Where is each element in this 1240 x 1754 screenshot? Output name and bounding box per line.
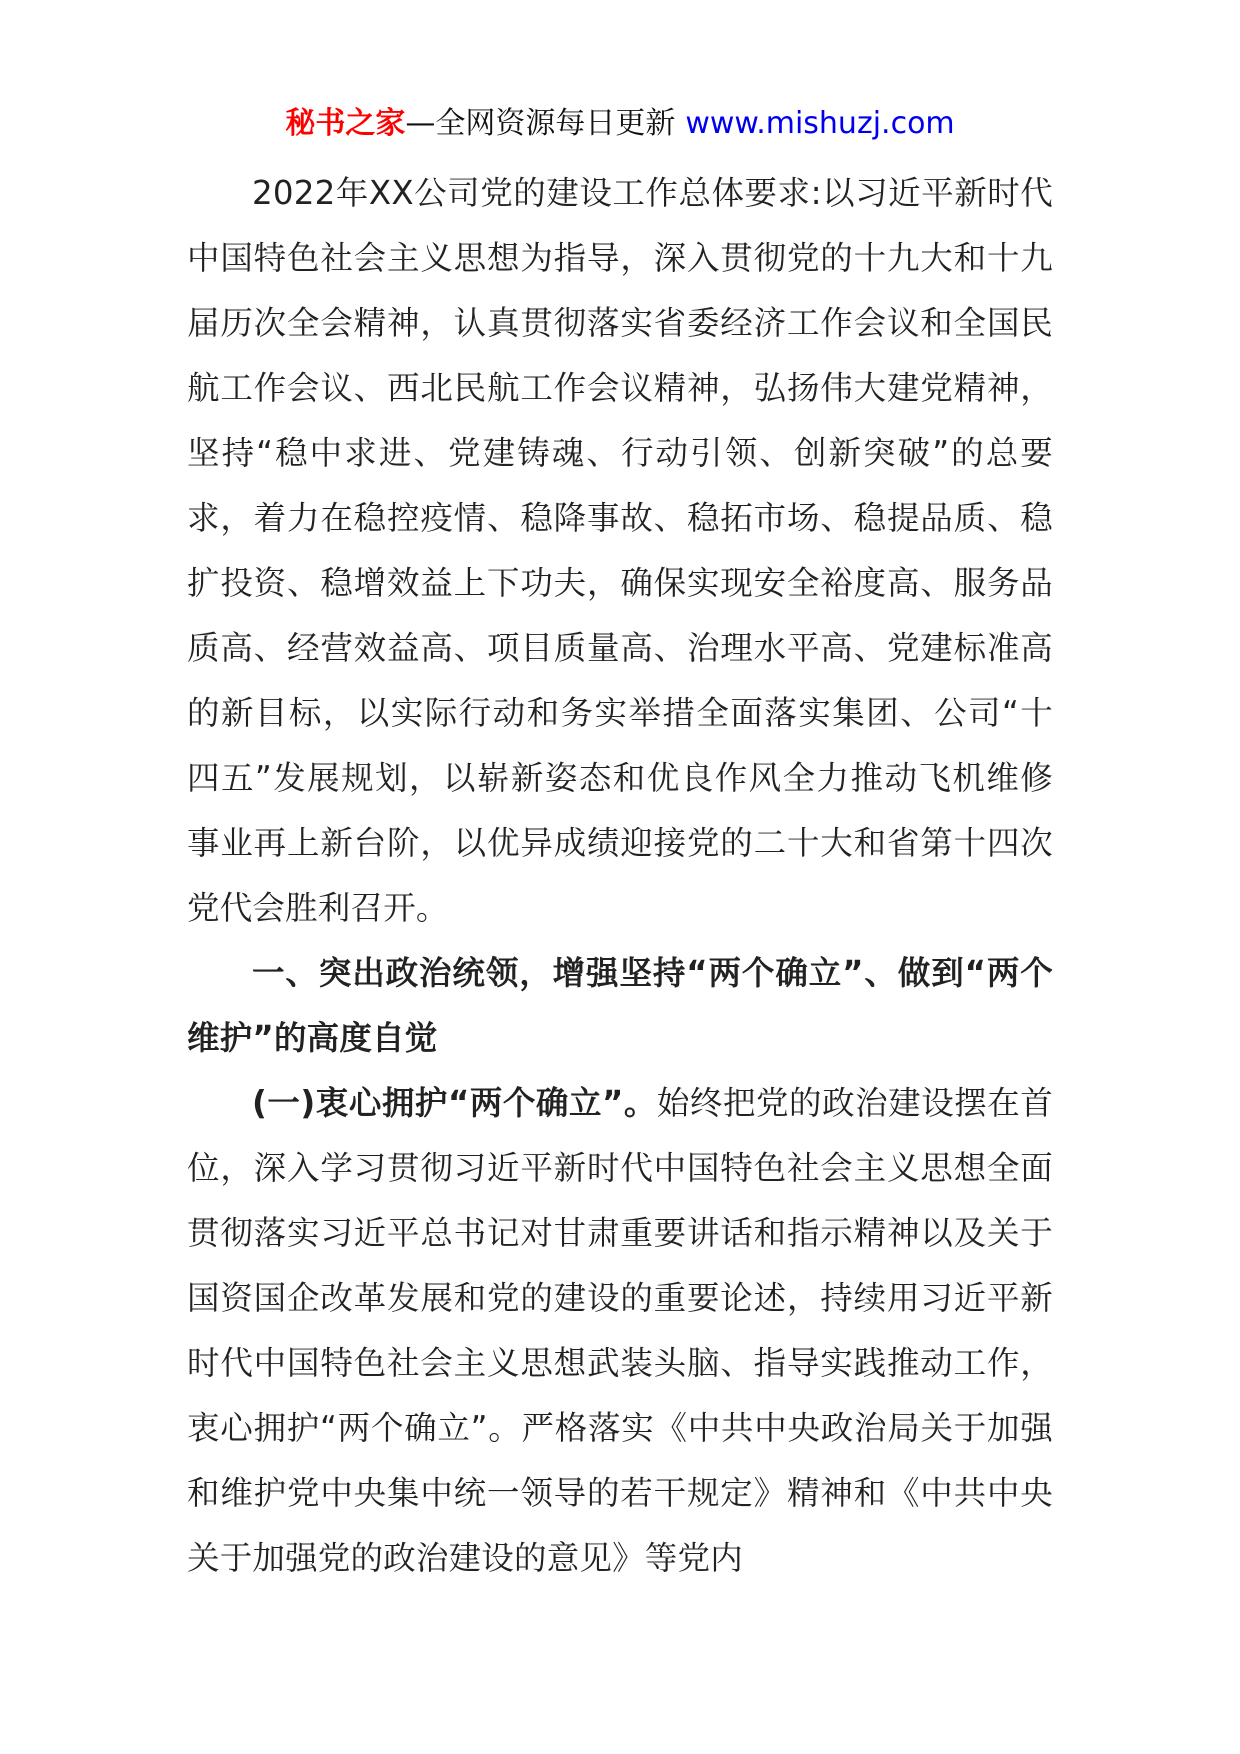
brand-name: 秘书之家 bbox=[285, 106, 406, 141]
intro-paragraph: 2022年XX公司党的建设工作总体要求:以习近平新时代中国特色社会主义思想为指导，深入贯彻党的十九大和十九届历次全会精神，认真贯彻落实省委经济工作会议和全国民航工作会议、西北民航工作会议精神，弘扬伟大建党精神，坚持“稳中求进、党建铸魂、行动引领、创新突破”的总要求，着力在稳控疫情、稳降事故、稳拓市场、稳提品质、稳扩投资、稳增效益上下功夫，确保实现安全裕度高、服务品质高、经营效益高、项目质量高、治理水平高、党建标准高的新目标，以实际行动和务实举措全面落实集团、公司“十四五”发展规划，以崭新姿态和优良作风全力推动飞机维修事业再上新台阶，以优异成绩迎接党的二十大和省第十四次党代会胜利召开。 bbox=[187, 174, 1053, 927]
section-heading: 一、突出政治统领，增强坚持“两个确立”、做到“两个维护”的高度自觉 bbox=[187, 954, 1053, 1057]
subsection-body: 始终把党的政治建设摆在首位，深入学习贯彻习近平新时代中国特色社会主义思想全面贯彻落实习近平总书记对甘肃重要讲话和指示精神以及关于国资国企改革发展和党的建设的重要论述，持续用习近平新时代中国特色社会主义思想武装头脑、指导实践推动工作，衷心拥护“两个确立”。严格落实《中共中央政治局关于加强和维护党中央集中统一领导的若干规定》精神和《中共中央关于加强党的政治建设的意见》等党内 bbox=[187, 1084, 1054, 1577]
document-body bbox=[187, 161, 1053, 1591]
site-header bbox=[0, 98, 1240, 150]
subsection-paragraph bbox=[187, 1071, 1053, 1591]
site-url-link[interactable]: www.mishuzj.com bbox=[685, 106, 955, 141]
header-tagline: —全网资源每日更新 bbox=[405, 106, 676, 141]
subsection-title: (一)衷心拥护“两个确立”。 bbox=[252, 1084, 657, 1122]
